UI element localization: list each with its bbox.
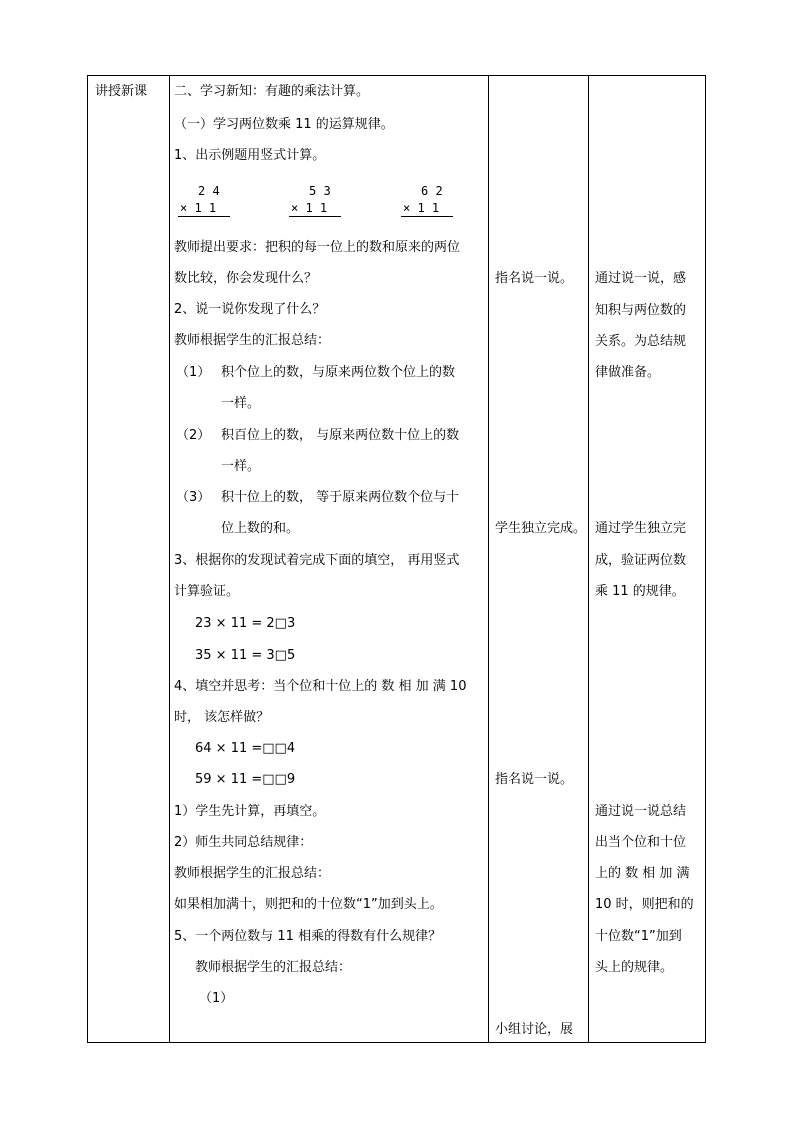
design-intent: 头上的规律。 [595,960,674,975]
summary-intro: 教师根据学生的汇报总结： [174,866,331,881]
rule-number: （3） [176,490,211,505]
multiplicand: 6 2 [421,184,443,198]
multiplier: × 1 1 [291,201,328,215]
design-intent: 10 时，则把和的 [595,897,694,912]
step-1: 1、出示例题用竖式计算。 [174,148,326,163]
rule-text: 积十位上的数， 等于原来两位数个位与十 [221,490,460,505]
design-intent: 上的 数 相 加 满 [595,866,690,881]
column-divider [169,76,170,1042]
substep: 2）师生共同总结规律： [174,835,313,850]
column-divider [488,76,489,1042]
design-intent: 乘 11 的规律。 [595,584,685,599]
design-intent: 知积与两位数的 [595,303,687,318]
rule-text: 积个位上的数，与原来两位数个位上的数 [221,365,456,380]
design-intent: 关系。为总结规 [595,334,687,349]
design-intent: 成，验证两位数 [595,553,687,568]
rule-number: （2） [176,428,211,443]
result-line [401,216,453,217]
step-3-cont: 计算验证。 [174,584,240,599]
equation: 59 × 11 =□□9 [195,772,296,787]
student-activity: 小组讨论，展 [495,1022,574,1037]
student-activity: 指名说一说。 [495,271,574,286]
step-2: 2、说一说你发现了什么？ [174,302,326,317]
equation: 35 × 11 = 3□5 [195,648,296,663]
equation: 64 × 11 =□□4 [195,741,296,756]
multiplicand: 2 4 [198,184,220,198]
design-intent: 通过说一说总结 [595,804,687,819]
design-intent: 出当个位和十位 [595,835,687,850]
teacher-request: 教师提出要求：把积的每一位上的数和原来的两位 [174,240,461,255]
step-5: 5、一个两位数与 11 相乘的得数有什么规律？ [174,929,442,944]
list-item: （1） [199,991,234,1006]
multiplicand: 5 3 [309,184,331,198]
step-4: 4、填空并思考：当个位和十位上的 数 相 加 满 10 [174,679,467,694]
step-4-cont: 时， 该怎样做？ [174,710,270,725]
column-divider [588,76,589,1042]
step-3: 3、根据你的发现试着完成下面的填空， 再用竖式 [174,553,460,568]
summary-intro: 教师根据学生的汇报总结： [174,333,331,348]
equation: 23 × 11 = 2□3 [195,616,296,631]
stage-label: 讲授新课 [95,84,148,99]
multiplier: × 1 1 [180,201,217,215]
design-intent: 十位数“1”加到 [595,929,682,944]
result-line [289,216,341,217]
carry-rule: 如果相加满十，则把和的十位数“1”加到头上。 [174,897,443,912]
rule-number: （1） [176,365,211,380]
rule-text-cont: 一样。 [221,459,261,474]
design-intent: 律做准备。 [595,365,661,380]
subsection-title: （一）学习两位数乘 11 的运算规律。 [174,117,394,132]
design-intent: 通过学生独立完 [595,521,687,536]
substep: 1）学生先计算，再填空。 [174,804,326,819]
section-heading: 二、学习新知：有趣的乘法计算。 [174,84,370,99]
student-activity: 学生独立完成。 [495,521,587,536]
rule-text-cont: 位上数的和。 [221,521,300,536]
rule-text-cont: 一样。 [221,396,261,411]
student-activity: 指名说一说。 [495,772,574,787]
teacher-request-cont: 数比较，你会发现什么？ [174,271,318,286]
summary-intro: 教师根据学生的汇报总结： [195,960,352,975]
rule-text: 积百位上的数， 与原来两位数十位上的数 [221,428,460,443]
result-line [178,216,230,217]
multiplier: × 1 1 [403,201,440,215]
design-intent: 通过说一说，感 [595,271,687,286]
